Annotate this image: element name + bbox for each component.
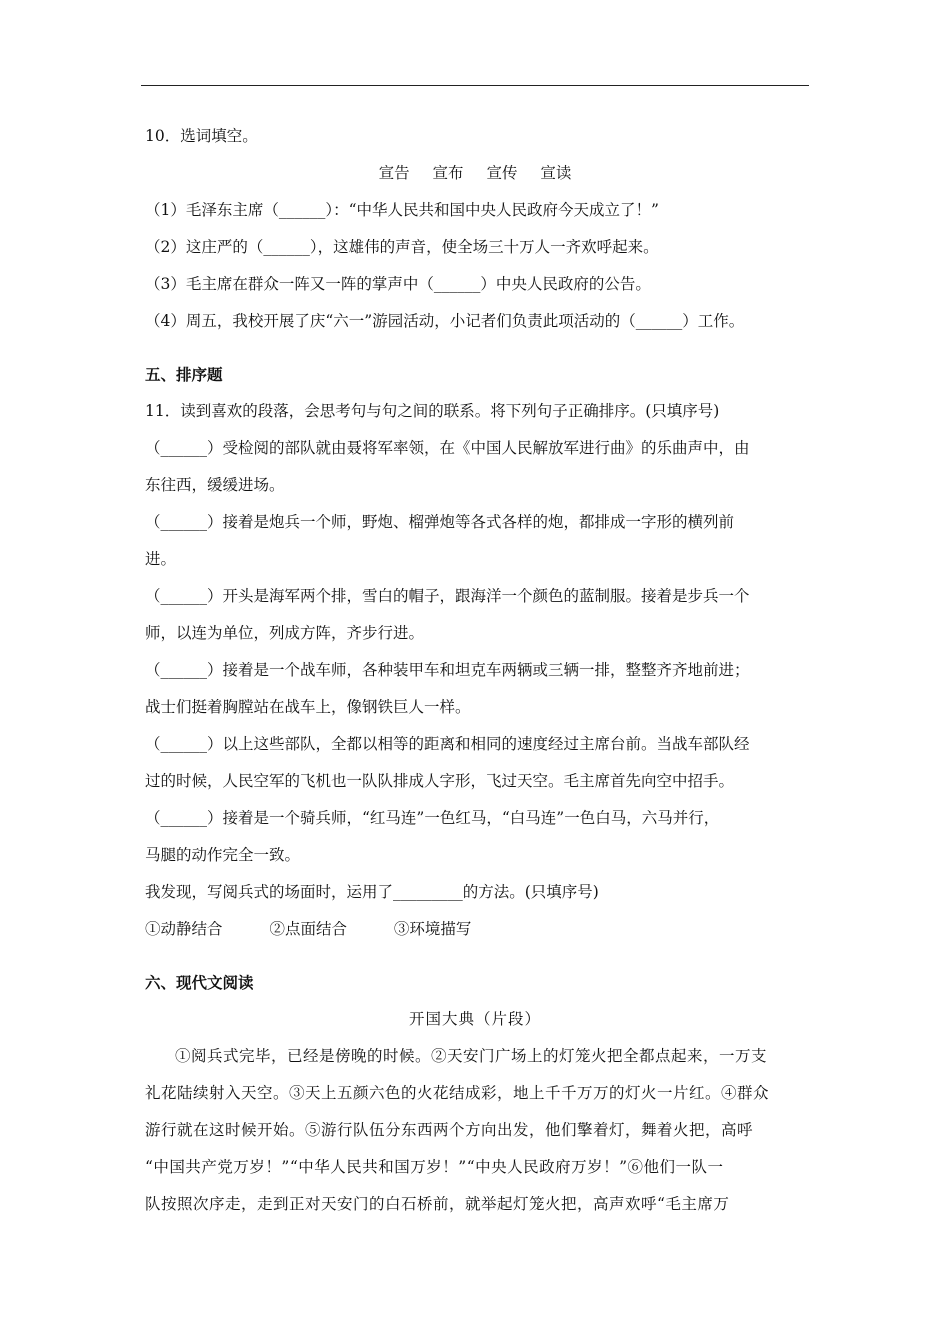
method-option: ③环境描写 xyxy=(393,920,472,938)
word-bank xyxy=(145,155,805,192)
sort-line: （______）以上这些部队，全都以相等的距离和相同的速度经过主席台前。当战车部队经 xyxy=(145,735,750,753)
sort-line: 战士们挺着胸膛站在战车上，像钢铁巨人一样。 xyxy=(145,698,471,716)
fill-item-2: （2）这庄严的（______），这雄伟的声音，使全场三十万人一齐欢呼起来。 xyxy=(145,238,659,256)
fill-item-3: （3）毛主席在群众一阵又一阵的掌声中（______）中央人民政府的公告。 xyxy=(145,275,651,293)
fill-item-4: （4）周五，我校开展了庆“六一”游园活动，小记者们负责此项活动的（______）工作。 xyxy=(145,312,745,330)
sort-line: （______）接着是炮兵一个师，野炮、榴弹炮等各式各样的炮，都排成一字形的横列前 xyxy=(145,513,735,531)
passage-body xyxy=(145,1038,805,1223)
word-option: 宣布 xyxy=(432,164,464,182)
question-10-title: 10．选词填空。 xyxy=(145,127,258,145)
header-rule xyxy=(141,85,809,86)
method-option: ②点面结合 xyxy=(269,920,347,938)
sort-line: （______）开头是海军两个排，雪白的帽子，跟海洋一个颜色的蓝制服。接着是步兵一个 xyxy=(145,587,750,605)
sort-line: （______）受检阅的部队就由聂将军率领，在《中国人民解放军进行曲》的乐曲声中，由 xyxy=(145,439,750,457)
method-option: ①动静结合 xyxy=(145,920,223,938)
passage-line: “中国共产党万岁！”“中华人民共和国万岁！”“中央人民政府万岁！”⑥他们一队一 xyxy=(145,1158,724,1176)
passage-title: 开国大典（片段） xyxy=(408,1010,541,1028)
passage-line: 游行就在这时候开始。⑤游行队伍分东西两个方向出发，他们擎着灯，舞着火把，高呼 xyxy=(145,1121,754,1139)
passage-line: 礼花陆续射入天空。③天上五颜六色的火花结成彩，地上千千万万的灯火一片红。④群众 xyxy=(145,1084,770,1102)
sort-line: 进。 xyxy=(145,550,177,568)
sort-line: 东往西，缓缓进场。 xyxy=(145,476,285,494)
sort-line: 师，以连为单位，列成方阵，齐步行进。 xyxy=(145,624,425,642)
sort-line: （______）接着是一个战车师，各种装甲车和坦克车两辆或三辆一排，整整齐齐地前进； xyxy=(145,661,750,679)
page-content xyxy=(145,118,805,1223)
section-5-heading: 五、排序题 xyxy=(145,365,223,384)
word-option: 宣传 xyxy=(486,164,518,182)
word-option: 宣读 xyxy=(540,164,572,182)
fill-item-1: （1）毛泽东主席（______）：“中华人民共和国中央人民政府今天成立了！” xyxy=(145,201,659,219)
discover-line: 我发现，写阅兵式的场面时，运用了_________的方法。(只填序号) xyxy=(145,883,599,901)
sort-line: 过的时候，人民空军的飞机也一队队排成人字形，飞过天空。毛主席首先向空中招手。 xyxy=(145,772,735,790)
passage-line: 队按照次序走，走到正对天安门的白石桥前，就举起灯笼火把，高声欢呼“毛主席万 xyxy=(145,1195,730,1213)
sort-line: （______）接着是一个骑兵师，“红马连”一色红马，“白马连”一色白马，六马并行， xyxy=(145,809,720,827)
word-option: 宣告 xyxy=(378,164,410,182)
method-options xyxy=(145,911,805,948)
question-11-title: 11．读到喜欢的段落，会思考句与句之间的联系。将下列句子正确排序。(只填序号) xyxy=(145,402,720,420)
passage-line: ①阅兵式完毕，已经是傍晚的时候。②天安门广场上的灯笼火把全都点起来，一万支 xyxy=(175,1047,768,1065)
section-6-heading: 六、现代文阅读 xyxy=(145,973,254,992)
sort-line: 马腿的动作完全一致。 xyxy=(145,846,301,864)
